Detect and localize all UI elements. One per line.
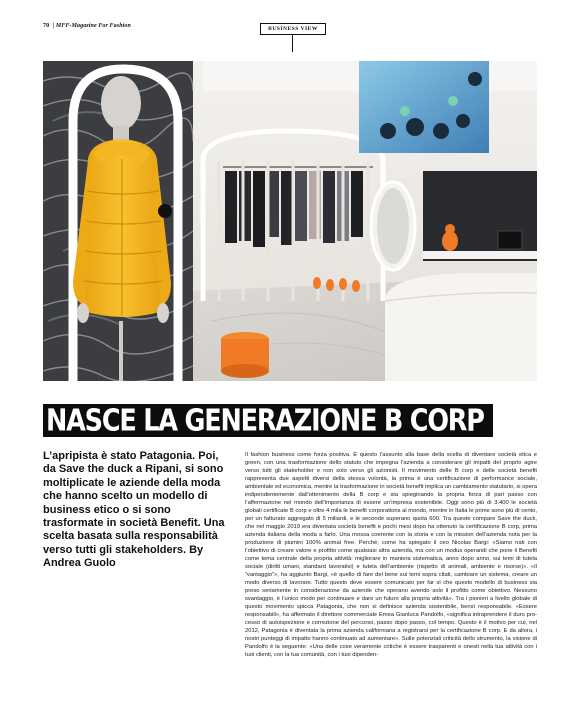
page-number: 70: [43, 23, 50, 29]
section-tag-line: [292, 35, 293, 52]
headline: [43, 404, 493, 437]
store-photo: [43, 61, 537, 381]
magazine-name: MFF-Magazine For Fashion: [55, 23, 131, 29]
headline-text: NASCE LA GENERAZIONE B CORP: [46, 402, 484, 439]
page-header: [43, 23, 131, 29]
section-tag: BUSINESS VIEW: [260, 23, 326, 35]
header-separator: |: [52, 23, 55, 29]
lead-paragraph: L’apripista è stato Patagonia. Poi, da Save the duck a Ripani, si sono moltiplicate le aziende della moda che hanno scelto un modello di business etico o si sono trasformate in società Benefit. Una scelta basata sulla responsabilità verso tutti gli stakeholders. By Andrea Guolo: [43, 450, 225, 570]
store-illustration: [43, 61, 537, 381]
body-text: Il fashion business come forza positiva. È questo l’assunto alla base della scelta di diventare società etica e green, con una trasformazione dello statuto che impegna l’azienda a considerare gli impatti del proprio agire verso tutti gli stakeholder e non solo verso gli azionisti. Il movimento delle B corp e delle società benefit rappresenta due aspetti diversi della stessa volontà, la prima è una certificazione di performance sociale, ambientale ed economica, mentre la trasformazione in società benefit implica un cambiamento statutario, si opera indipendentemente dall’ottenimento della B corp e sta spieginando la propria forza di pari passo con l’affermazione nel mondo dell’importanza di essere un’impresa sostenibile. Oggi sono più di 3.400 le società globali certificate B corp e oltre 4 mila le benefit corporations al mondo, mentre in Italia le prime sono più di cento, per un fatturato aggregato di 5 miliardi, e le seconde superano quota 600. Tra queste compare Save the duck, che nel maggio 2019 era diventata società benefit e pochi mesi dopo ha ottenuto la certificazione B corp, prima azienda italiana della moda a farlo. Una mossa coerente con la storia e con la mission dell’azienda nota per la produzione di piumini 100% animal free. Perché, come ha spiegato il ceo Nicolas Bargi: «Siamo nati con l’obiettivo di creare valore e profitto come qualsiasi altra azienda, ma con un modus operandi che pone il Benefit come tema centrale della propria attività: migliorare in maniera sistematica, anno dopo anno, sui temi di tutela sociale (diritti umani, standard lavorativi) e tutela dell’ambiente (rispetto di animali, ambiente e risorse)». «Il “vantaggio”», ha aggiunto Bargi, «è quello di fare del bene sui temi sopra citati, cambiare un sistema, creare un modo diverso di lavorare. Tutto questo deve essere comunicato per far sì che questo modello di business sia preso seriamente in considerazione da aziende che operano avendo solo il profitto come obiettivo. Nessuno svantaggio, è l’unico modo per continuare e dare un futuro alla propria attività». Tra i pionieri a livello globale di questo movimento spicca Patagonia, che non si definisce azienda sostenibile, bensì responsabile. «Essere responsabili», ha affermato il direttore commerciale Emea Gianluca Pandolfo, «significa intraprendere il duro processo di autoispezione e correzione del percorso, passo dopo passo, col tempo. Questo è il motivo per cui, nel 2012, Patagonia è diventata la prima azienda californiana a registrarsi per la certificazione B corp. E da allora, i nostri punteggi di impatto hanno continuato ad aumentare». Sulle potenziali criticità dello strumento, la visione di Pandolfo è la seguente: «Una delle cose veramente critiche è essere trasparenti e onesti nella tua attività con i tuoi clienti, con la tua comunità, con i tuoi dipenden-: [245, 452, 537, 659]
